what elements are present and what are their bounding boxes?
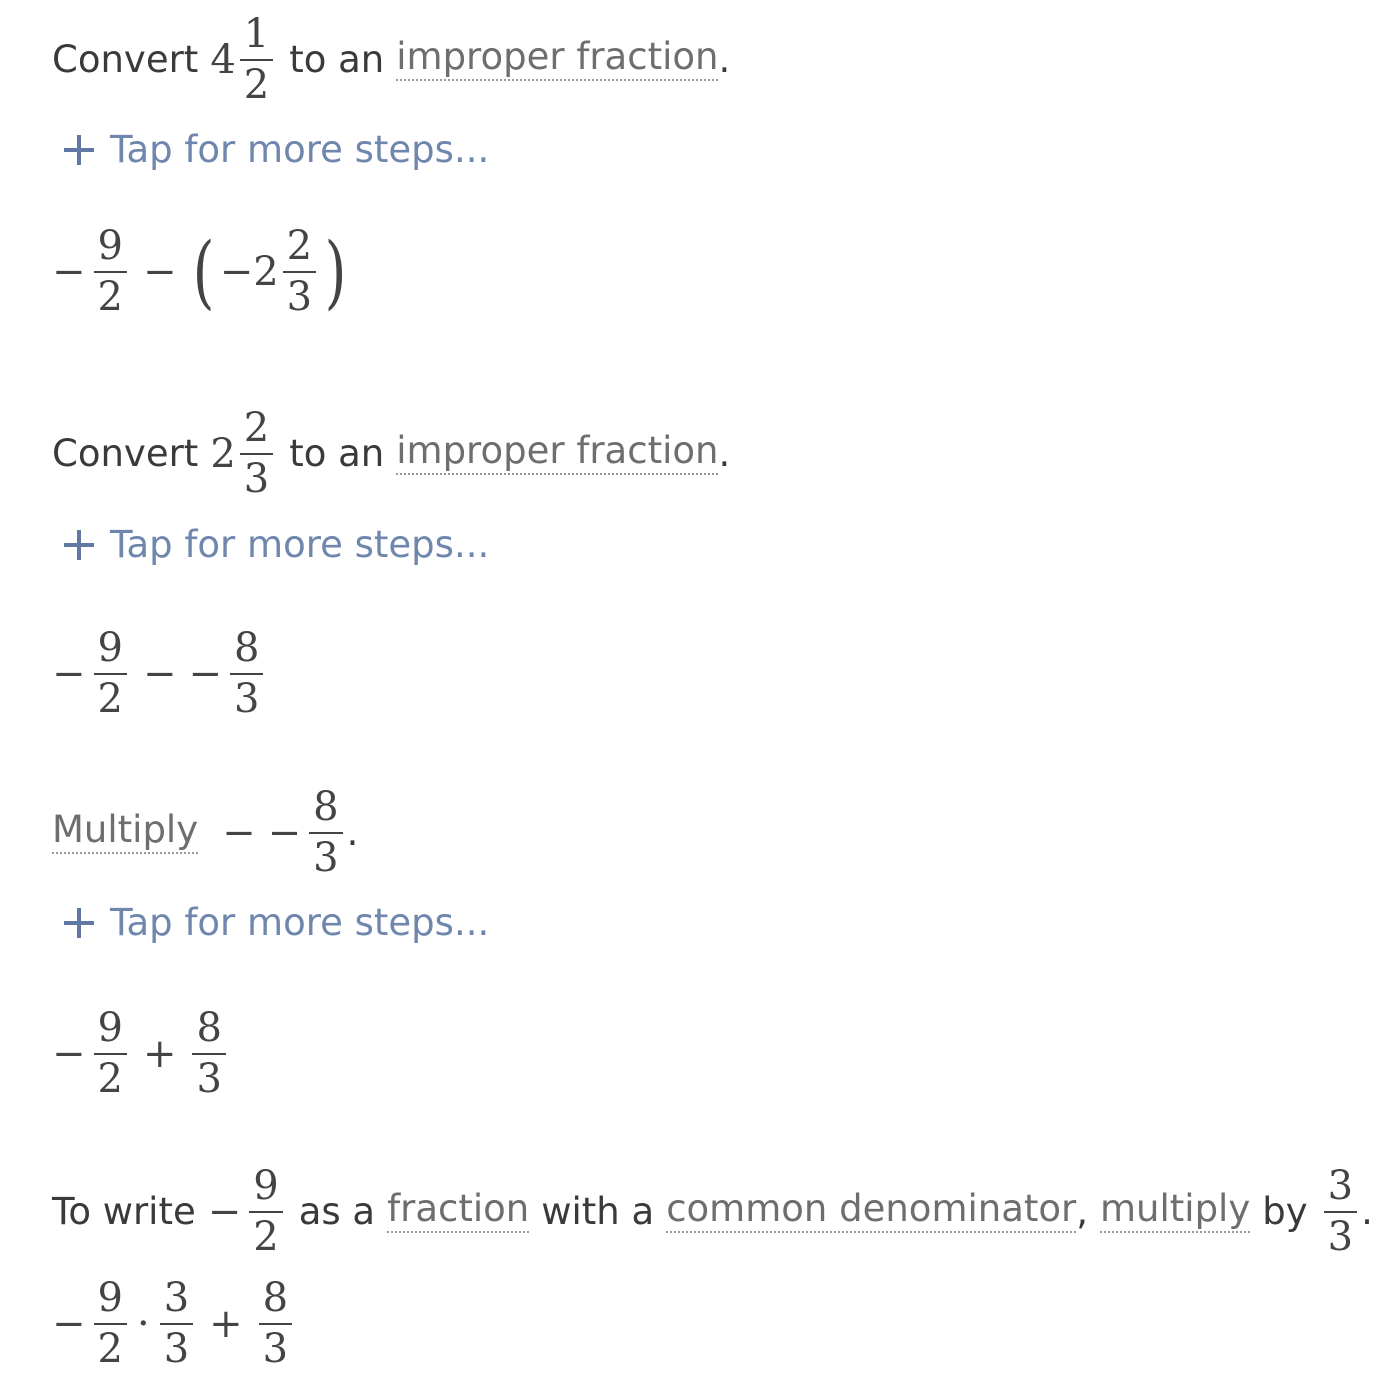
- fraction: [230, 624, 263, 724]
- denominator: 2: [243, 61, 270, 108]
- fraction: [249, 1162, 282, 1262]
- period: .: [1361, 1190, 1373, 1234]
- numerator: 2: [283, 222, 316, 273]
- minus-sign: −: [52, 1030, 86, 1077]
- plus-icon: [64, 908, 94, 938]
- minus-sign: −: [52, 650, 86, 697]
- fraction: [283, 222, 316, 322]
- denominator: 3: [1327, 1213, 1354, 1260]
- denominator: 2: [97, 1055, 123, 1102]
- denominator: 3: [243, 455, 270, 502]
- term-link-fraction[interactable]: fraction: [387, 1190, 529, 1233]
- fraction: [240, 10, 273, 110]
- numerator: 9: [94, 1274, 127, 1325]
- tap-for-more-steps-button[interactable]: [64, 523, 489, 566]
- expression: [52, 624, 267, 724]
- step-text: as a: [298, 1190, 376, 1234]
- whole-number: 2: [253, 248, 279, 295]
- minus-sign: −: [52, 248, 86, 295]
- denominator: 2: [97, 675, 123, 722]
- step-text: to an: [289, 38, 385, 82]
- numerator: 3: [1324, 1162, 1357, 1213]
- denominator: 3: [313, 834, 339, 881]
- expression: [208, 1162, 287, 1262]
- step-text: Convert: [52, 432, 199, 476]
- term-link-common-denominator[interactable]: common denominator: [666, 1190, 1076, 1233]
- step-text: by: [1262, 1190, 1308, 1234]
- step-common-denominator: [52, 1162, 1373, 1262]
- numerator: 8: [259, 1274, 292, 1325]
- expression: [52, 1274, 296, 1374]
- numerator: 2: [240, 404, 273, 455]
- multiply-dot: ·: [136, 1300, 150, 1347]
- operator: +: [142, 1030, 177, 1077]
- denominator: 2: [97, 273, 123, 320]
- denominator: 3: [286, 273, 313, 320]
- tap-label: Tap for more steps...: [110, 128, 490, 171]
- minus-sign: −: [219, 248, 254, 295]
- mixed-number: [210, 404, 277, 504]
- numerator: 9: [94, 624, 127, 675]
- fraction: [94, 1274, 127, 1374]
- fraction: [309, 783, 342, 883]
- tap-for-more-steps-button[interactable]: [64, 128, 489, 171]
- denominator: 2: [97, 1325, 123, 1372]
- numerator: 8: [309, 783, 342, 834]
- period: .: [346, 811, 359, 855]
- tap-label: Tap for more steps...: [110, 523, 490, 566]
- expression-4: [52, 1274, 296, 1374]
- expression-3: [52, 1004, 230, 1104]
- step-text: to an: [289, 432, 385, 476]
- fraction: [192, 1004, 225, 1104]
- step-multiply: [52, 783, 358, 883]
- fraction: [94, 222, 127, 322]
- expression-1: [52, 222, 351, 322]
- operator: +: [209, 1300, 243, 1347]
- period: .: [718, 432, 731, 476]
- fraction: [259, 1274, 292, 1374]
- minus-sign: −: [52, 1300, 86, 1347]
- whole-number: 2: [210, 430, 236, 477]
- fraction: [94, 624, 127, 724]
- numerator: 3: [160, 1274, 193, 1325]
- plus-icon: [64, 530, 94, 560]
- fraction: [160, 1274, 193, 1374]
- numerator: 8: [192, 1004, 225, 1055]
- denominator: 3: [163, 1325, 190, 1372]
- minus-sign: −: [267, 809, 302, 856]
- expression: [1320, 1162, 1361, 1262]
- expression: [210, 783, 346, 883]
- step-convert-1: [52, 10, 730, 110]
- step-text: To write: [52, 1190, 196, 1234]
- tap-label: Tap for more steps...: [110, 901, 490, 944]
- fraction: [1324, 1162, 1357, 1262]
- term-link-multiply[interactable]: multiply: [1100, 1190, 1250, 1233]
- numerator: 9: [94, 222, 127, 273]
- denominator: 3: [196, 1055, 222, 1102]
- numerator: 9: [94, 1004, 127, 1055]
- step-text: with a: [541, 1190, 655, 1234]
- fraction: [240, 404, 273, 504]
- minus-sign: −: [188, 650, 222, 697]
- period: .: [718, 38, 731, 82]
- expression: [52, 1004, 230, 1104]
- minus-sign: −: [207, 1188, 242, 1235]
- mixed-number: [210, 10, 277, 110]
- operator: −: [142, 248, 177, 295]
- expression-2: [52, 624, 267, 724]
- term-link-improper-fraction[interactable]: improper fraction: [396, 38, 718, 81]
- comma: ,: [1076, 1190, 1089, 1234]
- term-link-multiply[interactable]: Multiply: [52, 811, 198, 854]
- whole-number: 4: [210, 36, 236, 83]
- numerator: 1: [240, 10, 273, 61]
- fraction: [94, 1004, 127, 1104]
- plus-icon: [64, 135, 94, 165]
- expression: [52, 222, 351, 322]
- operator: −: [142, 650, 177, 697]
- numerator: 9: [249, 1162, 282, 1213]
- denominator: 3: [234, 675, 260, 722]
- right-paren: ): [324, 224, 347, 318]
- numerator: 8: [230, 624, 263, 675]
- denominator: 3: [262, 1325, 289, 1372]
- step-text: Convert: [52, 38, 199, 82]
- term-link-improper-fraction[interactable]: improper fraction: [396, 432, 718, 475]
- denominator: 2: [253, 1213, 279, 1260]
- minus-sign: −: [222, 809, 256, 856]
- step-convert-2: [52, 404, 730, 504]
- tap-for-more-steps-button[interactable]: [64, 901, 489, 944]
- left-paren: (: [193, 224, 216, 318]
